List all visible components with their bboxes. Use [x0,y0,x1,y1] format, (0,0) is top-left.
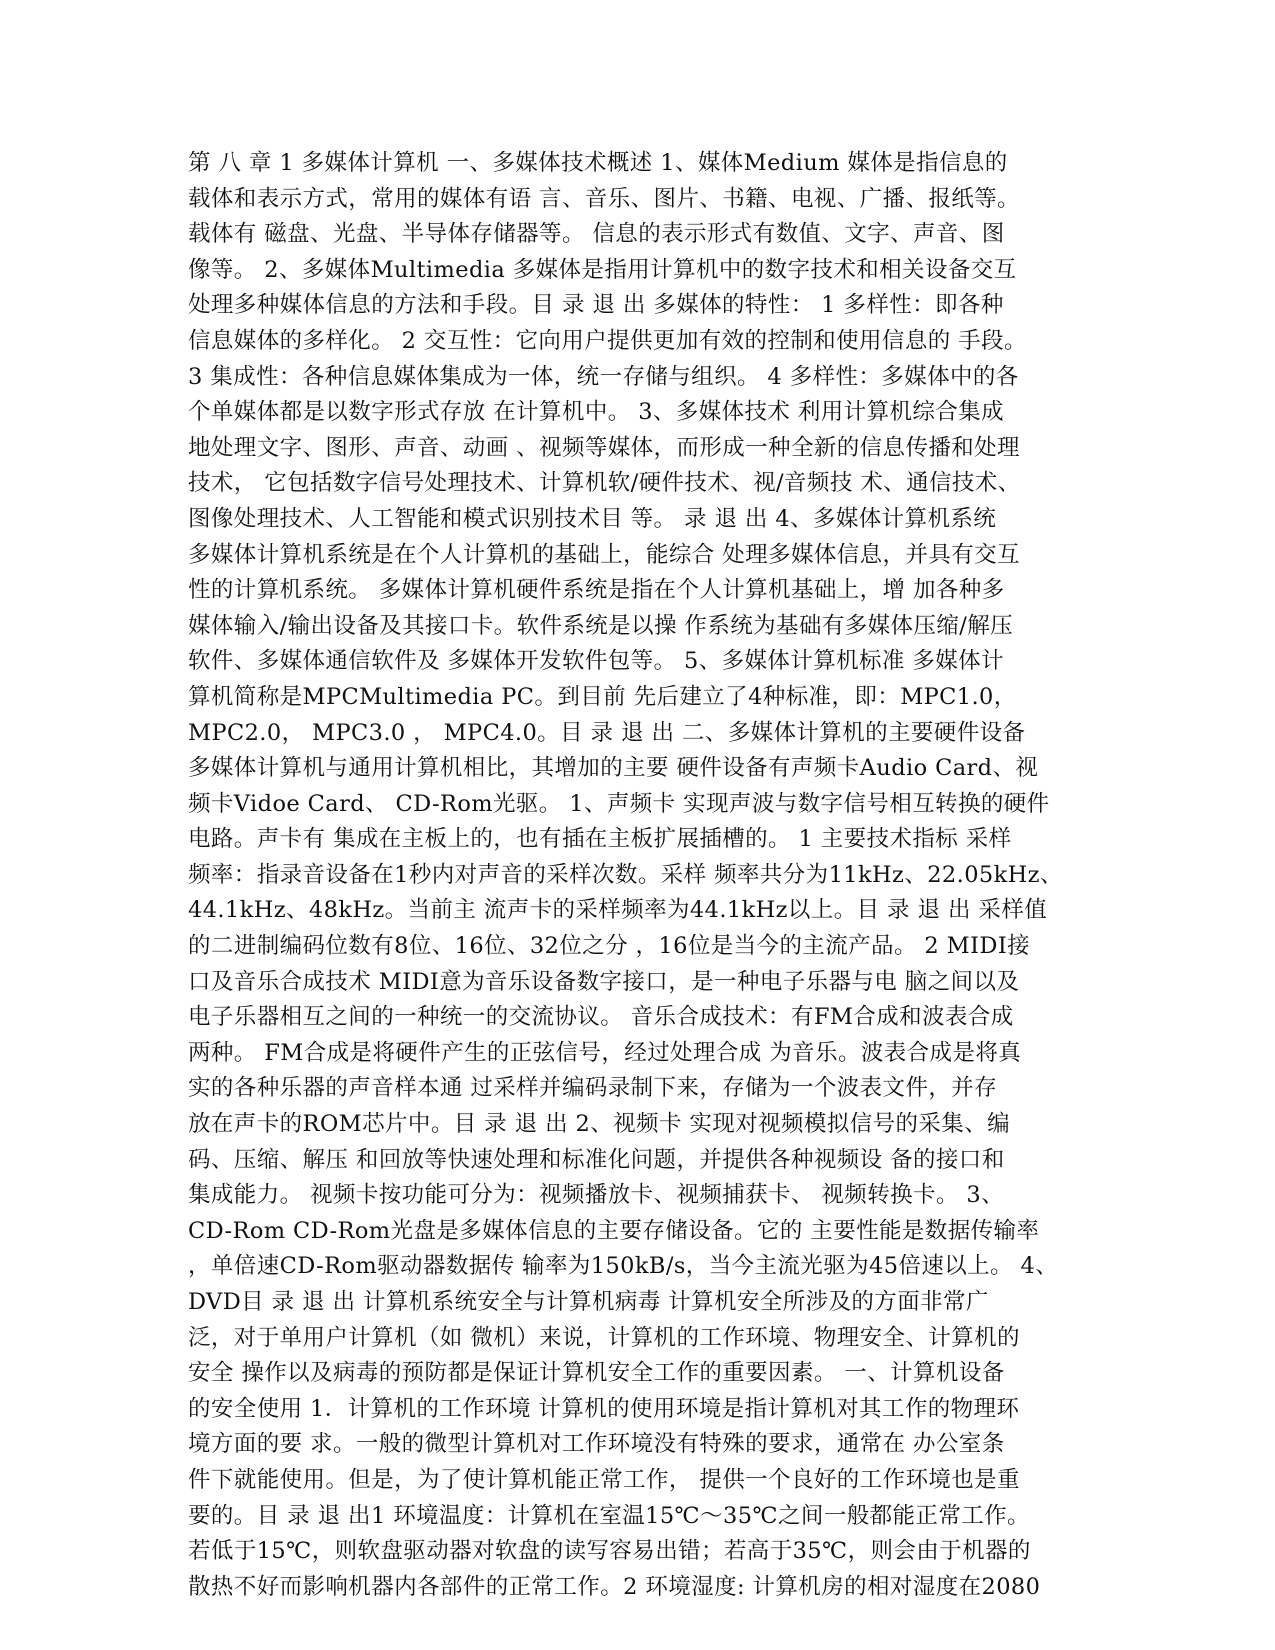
text-line: 44.1kHz、48kHz。当前主 流声卡的采样频率为44.1kHz以上。目 录 退 出 采样值 [188,897,1048,924]
text-line: CD-Rom CD-Rom光盘是多媒体信息的主要存储设备。它的 主要性能是数据传输率 [188,1217,1040,1244]
text-line: MPC2.0， MPC3.0 ， MPC4.0。目 录 退 出 二、多媒体计算机的主要硬件设备 [188,719,1026,746]
text-line: 若低于15℃，则软盘驱动器对软盘的读写容易出错；若高于35℃，则会由于机器的 [188,1538,1031,1565]
text-line: 信息媒体的多样化。 2 交互性：它向用户提供更加有效的控制和使用信息的 手段。 [188,327,1027,354]
text-line: 算机简称是MPCMultimedia PC。到目前 先后建立了4种标准，即：MPC1.0， [188,683,1017,710]
text-line: 实的各种乐器的声音样本通 过采样并编码录制下来，存储为一个波表文件，并存 [188,1075,998,1102]
text-line: 地处理文字、图形、声音、动画 、视频等媒体，而形成一种全新的信息传播和处理 [188,434,1020,461]
text-line: 泛，对于单用户计算机（如 微机）来说，计算机的工作环境、物理安全、计算机的 [188,1324,1020,1351]
text-line: 个单媒体都是以数字形式存放 在计算机中。 3、多媒体技术 利用计算机综合集成 [188,399,1004,426]
text-line: 像等。 2、多媒体Multimedia 多媒体是指用计算机中的数字技术和相关设备交互 [188,256,1017,283]
text-line: 件下就能使用。但是，为了使计算机能正常工作， 提供一个良好的工作环境也是重 [188,1466,1020,1493]
text-line: 媒体输入/输出设备及其接口卡。软件系统是以操 作系统为基础有多媒体压缩/解压 [188,612,1014,639]
text-line: 两种。 FM合成是将硬件产生的正弦信号，经过处理合成 为音乐。波表合成是将真 [188,1039,1022,1066]
text-line: 3 集成性：各种信息媒体集成为一体，统一存储与组织。 4 多样性：多媒体中的各 [188,363,1019,390]
text-line: 电子乐器相互之间的一种统一的交流协议。 音乐合成技术：有FM合成和波表合成 [188,1004,1014,1031]
text-line: 口及音乐合成技术 MIDI意为音乐设备数字接口，是一种电子乐器与电 脑之间以及 [188,968,1020,995]
text-line: 境方面的要 求。一般的微型计算机对工作环境没有特殊的要求，通常在 办公室条 [188,1431,1005,1458]
text-line: 多媒体计算机系统是在个人计算机的基础上，能综合 处理多媒体信息，并具有交互 [188,541,1020,568]
text-line: 多媒体计算机与通用计算机相比，其增加的主要 硬件设备有声频卡Audio Card、视 [188,755,1039,782]
text-line: 频率：指录音设备在1秒内对声音的采样次数。采样 频率共分为11kHz、22.05kHz、 [188,861,1063,888]
text-line: 技术， 它包括数字信号处理技术、计算机软/硬件技术、视/音频技 术、通信技术、 [188,470,1021,497]
text-line: 第 八 章 1 多媒体计算机 一、多媒体技术概述 1、媒体Medium 媒体是指信息的 [188,150,1008,176]
text-line: 性的计算机系统。 多媒体计算机硬件系统是指在个人计算机基础上，增 加各种多 [188,577,1005,604]
text-line: 集成能力。 视频卡按功能可分为：视频播放卡、视频捕获卡、 视频转换卡。 3、 [188,1182,1004,1209]
text-line: 图像处理技术、人工智能和模式识别技术目 等。 录 退 出 4、多媒体计算机系统 [188,505,997,532]
text-line: 放在声卡的ROM芯片中。目 录 退 出 2、视频卡 实现对视频模拟信号的采集、编 [188,1111,1011,1138]
text-line: 电路。声卡有 集成在主板上的，也有插在主板扩展插槽的。 1 主要技术指标 采样 [188,826,1012,853]
text-line: 的安全使用 1．计算机的工作环境 计算机的使用环境是指计算机对其工作的物理环 [188,1395,1020,1422]
body-text [188,146,1100,1605]
text-line: 安全 操作以及病毒的预防都是保证计算机安全工作的重要因素。 一、计算机设备 [188,1360,1005,1387]
text-line: ，单倍速CD-Rom驱动器数据传 输率为150kB/s，当今主流光驱为45倍速以上。 4、 [188,1253,1059,1280]
text-line: 软件、多媒体通信软件及 多媒体开发软件包等。 5、多媒体计算机标准 多媒体计 [188,648,1004,675]
text-line: DVD目 录 退 出 计算机系统安全与计算机病毒 计算机安全所涉及的方面非常广 [188,1289,989,1315]
text-line: 载体有 磁盘、光盘、半导体存储器等。 信息的表示形式有数值、文字、声音、图 [188,221,1005,248]
text-line: 散热不好而影响机器内各部件的正常工作。2 环境湿度: 计算机房的相对湿度在2080 [188,1573,1041,1600]
text-line: 码、压缩、解压 和回放等快速处理和标准化问题，并提供各种视频设 备的接口和 [188,1146,1005,1173]
text-line: 载体和表示方式，常用的媒体有语 言、音乐、图片、书籍、电视、广播、报纸等。 [188,185,1020,212]
text-line: 要的。目 录 退 出1 环境温度：计算机在室温15℃～35℃之间一般都能正常工作。 [188,1502,1030,1529]
text-line: 频卡Vidoe Card、 CD-Rom光驱。 1、声频卡 实现声波与数字信号相互转换的硬件 [188,790,1050,817]
text-line: 处理多种媒体信息的方法和手段。目 录 退 出 多媒体的特性： 1 多样性：即各种 [188,292,1004,319]
text-line: 的二进制编码位数有8位、16位、32位之分 ，16位是当今的主流产品。 2 MIDI接 [188,933,1031,960]
